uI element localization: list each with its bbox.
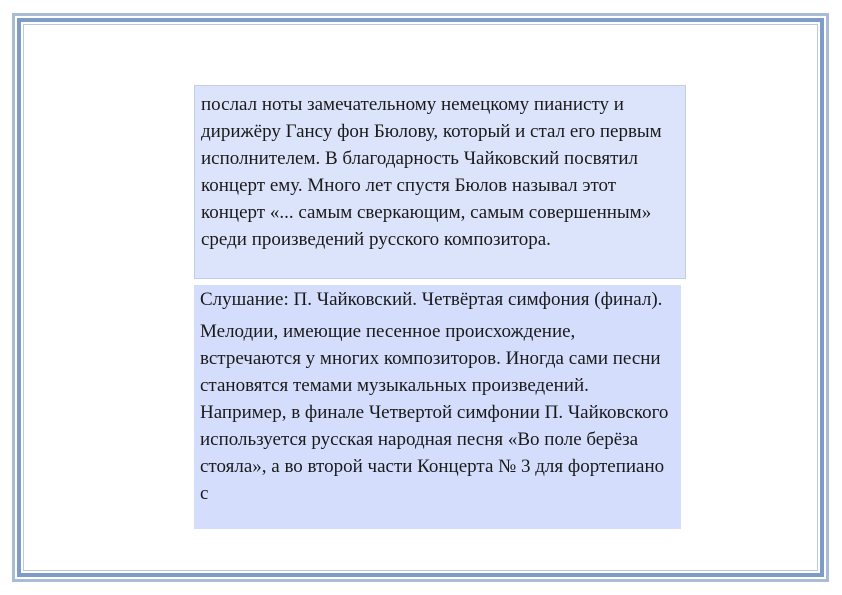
listening-heading: Слушание: П. Чайковский. Четвёртая симфония (финал). — [200, 289, 663, 310]
text-box-listening — [194, 285, 681, 529]
text-box-bulow-story — [194, 85, 686, 279]
bulow-story-text: послал ноты замечательному немецкому пианисту и дирижёру Гансу фон Бюлову, который и стал его первым исполнителем. В благодарность Чайковский посвятил концерт ему. Много лет спустя Бюлов называл этот концерт «... самым сверкающим, самым совершенным» среди произведений русского композитора. — [201, 94, 662, 250]
listening-body: Мелодии, имеющие песенное происхождение, встречаются у многих композиторов. Иногда сами песни становятся темами музыкальных произведений. Например, в финале Четвертой симфонии П. Чайковского используется русская народная песня «Во поле берёза стояла», а во второй части Концерта № 3 для фортепиано с — [200, 321, 669, 504]
